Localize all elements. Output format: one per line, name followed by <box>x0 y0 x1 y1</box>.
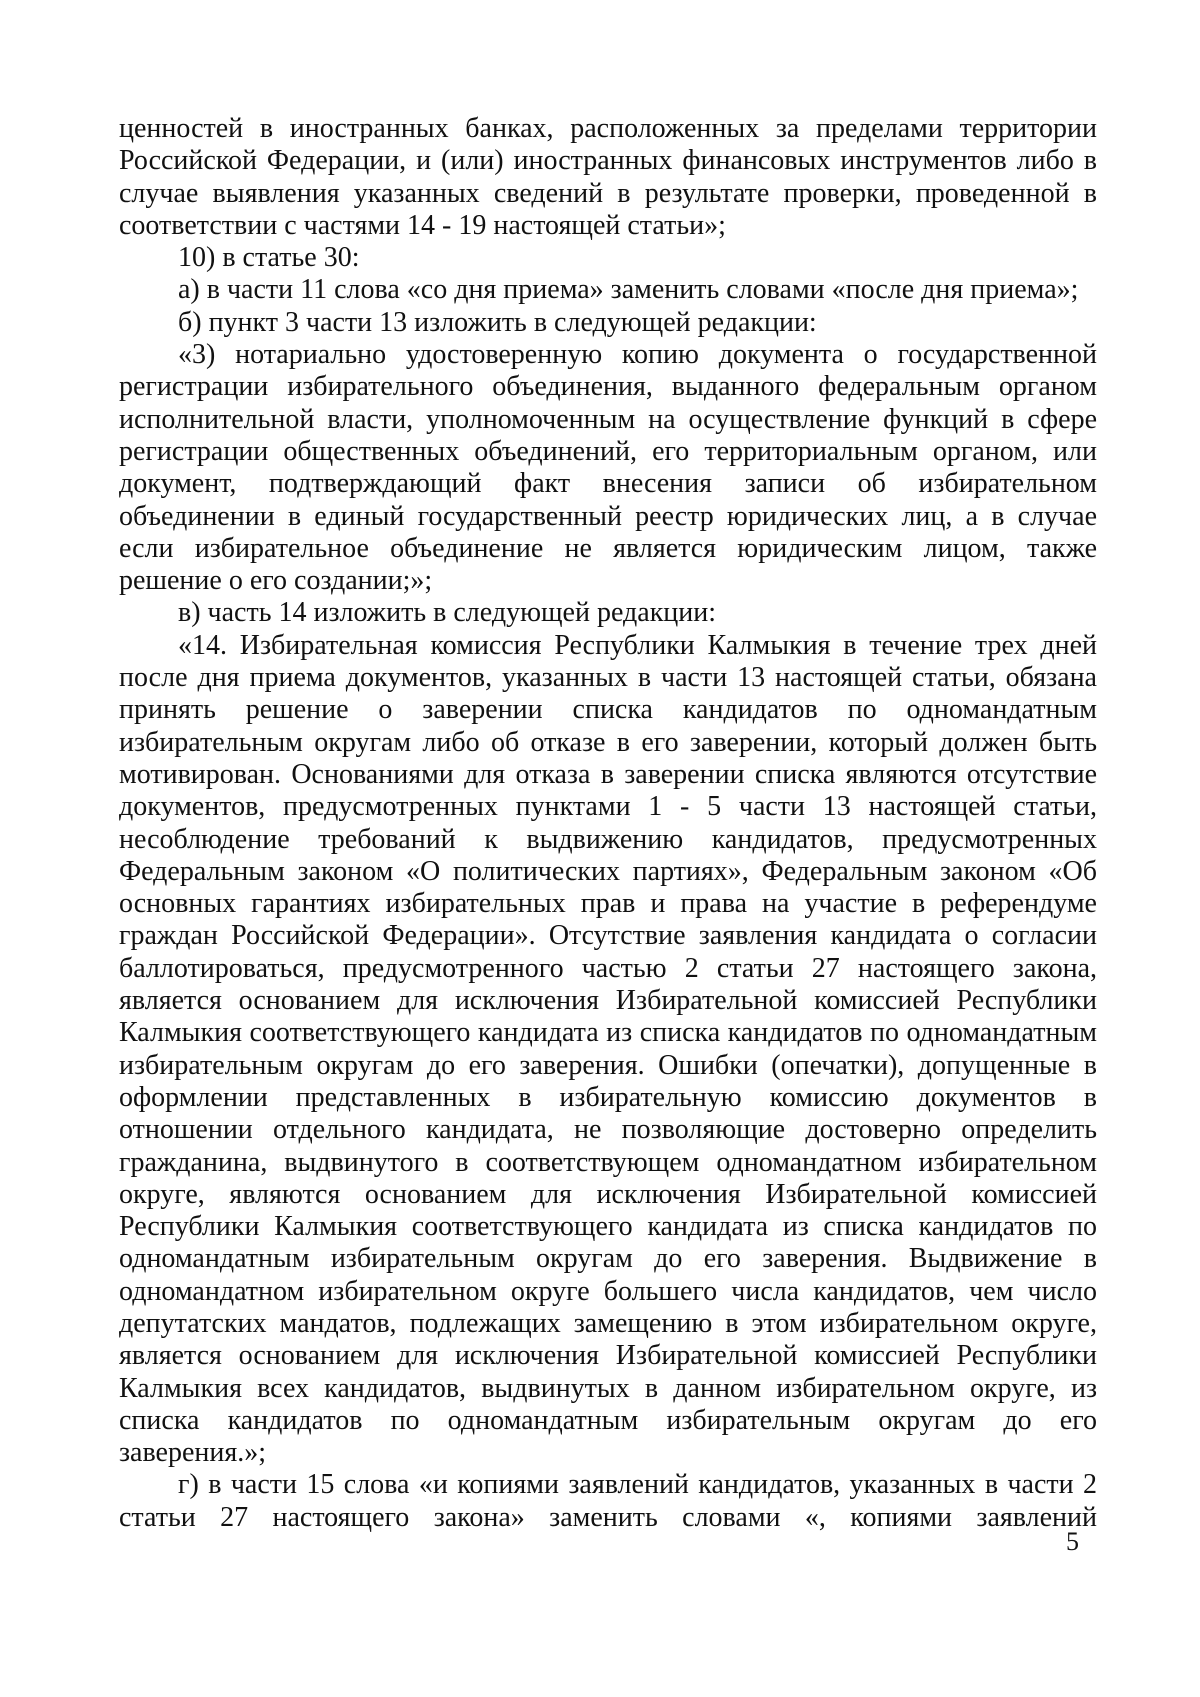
document-body <box>119 113 1097 1534</box>
paragraph-item-a: а) в части 11 слова «со дня приема» заменить словами «после дня приема»; <box>178 274 1079 306</box>
paragraph-item-g: г) в части 15 слова «и копиями заявлений кандидатов, указанных в части 2 статьи 27 настоящего закона» заменить словами «, копиями заявлений <box>119 1469 1097 1533</box>
paragraph-article-30: 10) в статье 30: <box>178 242 360 274</box>
paragraph-continuation: ценностей в иностранных банках, расположенных за пределами территории Российской Федерации, и (или) иностранных финансовых инструментов либо в случае выявления указанных сведений в результате проверки, проведенной в соответствии с частями 14 - 19 настоящей статьи»; <box>119 113 1097 241</box>
paragraph-quote-3: «3) нотариально удостоверенную копию документа о государственной регистрации избирательного объединения, выданного федеральным органом исполнительной власти, уполномоченным на осуществление функций в сфере регистрации общественных объединений, его территориальным органом, или документ, подтверждающий факт внесения записи об избирательном объединении в единый государственный реестр юридических лиц, а в случае если избирательное объединение не является юридическим лицом, также решение о его создании;»; <box>119 339 1097 597</box>
paragraph-item-b: б) пункт 3 части 13 изложить в следующей редакции: <box>178 306 817 338</box>
paragraph-quote-14: «14. Избирательная комиссия Республики Калмыкия в течение трех дней после дня приема документов, указанных в части 13 настоящей статьи, обязана принять решение о заверении списка кандидатов по одномандатным избирательным округам либо об отказе в его заверении, который должен быть мотивирован. Основаниями для отказа в заверении списка являются отсутствие документов, предусмотренных пунктами 1 - 5 части 13 настоящей статьи, несоблюдение требований к выдвижению кандидатов, предусмотренных Федеральным законом «О политических партиях», Федеральным законом «Об основных гарантиях избирательных прав и права на участие в референдуме граждан Российской Федерации». Отсутствие заявления кандидата о согласии баллотироваться, предусмотренного частью 2 статьи 27 настоящего закона, является основанием для исключения Избирательной комиссией Республики Калмыкия соответствующего кандидата из списка кандидатов по одномандатным избирательным округам до его заверения. Ошибки (опечатки), допущенные в оформлении представленных в избирательную комиссию документов в отношении отдельного кандидата, не позволяющие достоверно определить гражданина, выдвинутого в соответствующем одномандатном избирательном округе, являются основанием для исключения Избирательной комиссией Республики Калмыкия соответствующего кандидата из списка кандидатов по одномандатным избирательным округам до его заверения. Выдвижение в одномандатном избирательном округе большего числа кандидатов, чем число депутатских мандатов, подлежащих замещению в этом избирательном округе, является основанием для исключения Избирательной комиссией Республики Калмыкия всех кандидатов, выдвинутых в данном избирательном округе, из списка кандидатов по одномандатным избирательным округам до его заверения.»; <box>119 629 1097 1469</box>
paragraph-item-v: в) часть 14 изложить в следующей редакции: <box>178 597 717 629</box>
page-number: 5 <box>1066 1527 1079 1556</box>
